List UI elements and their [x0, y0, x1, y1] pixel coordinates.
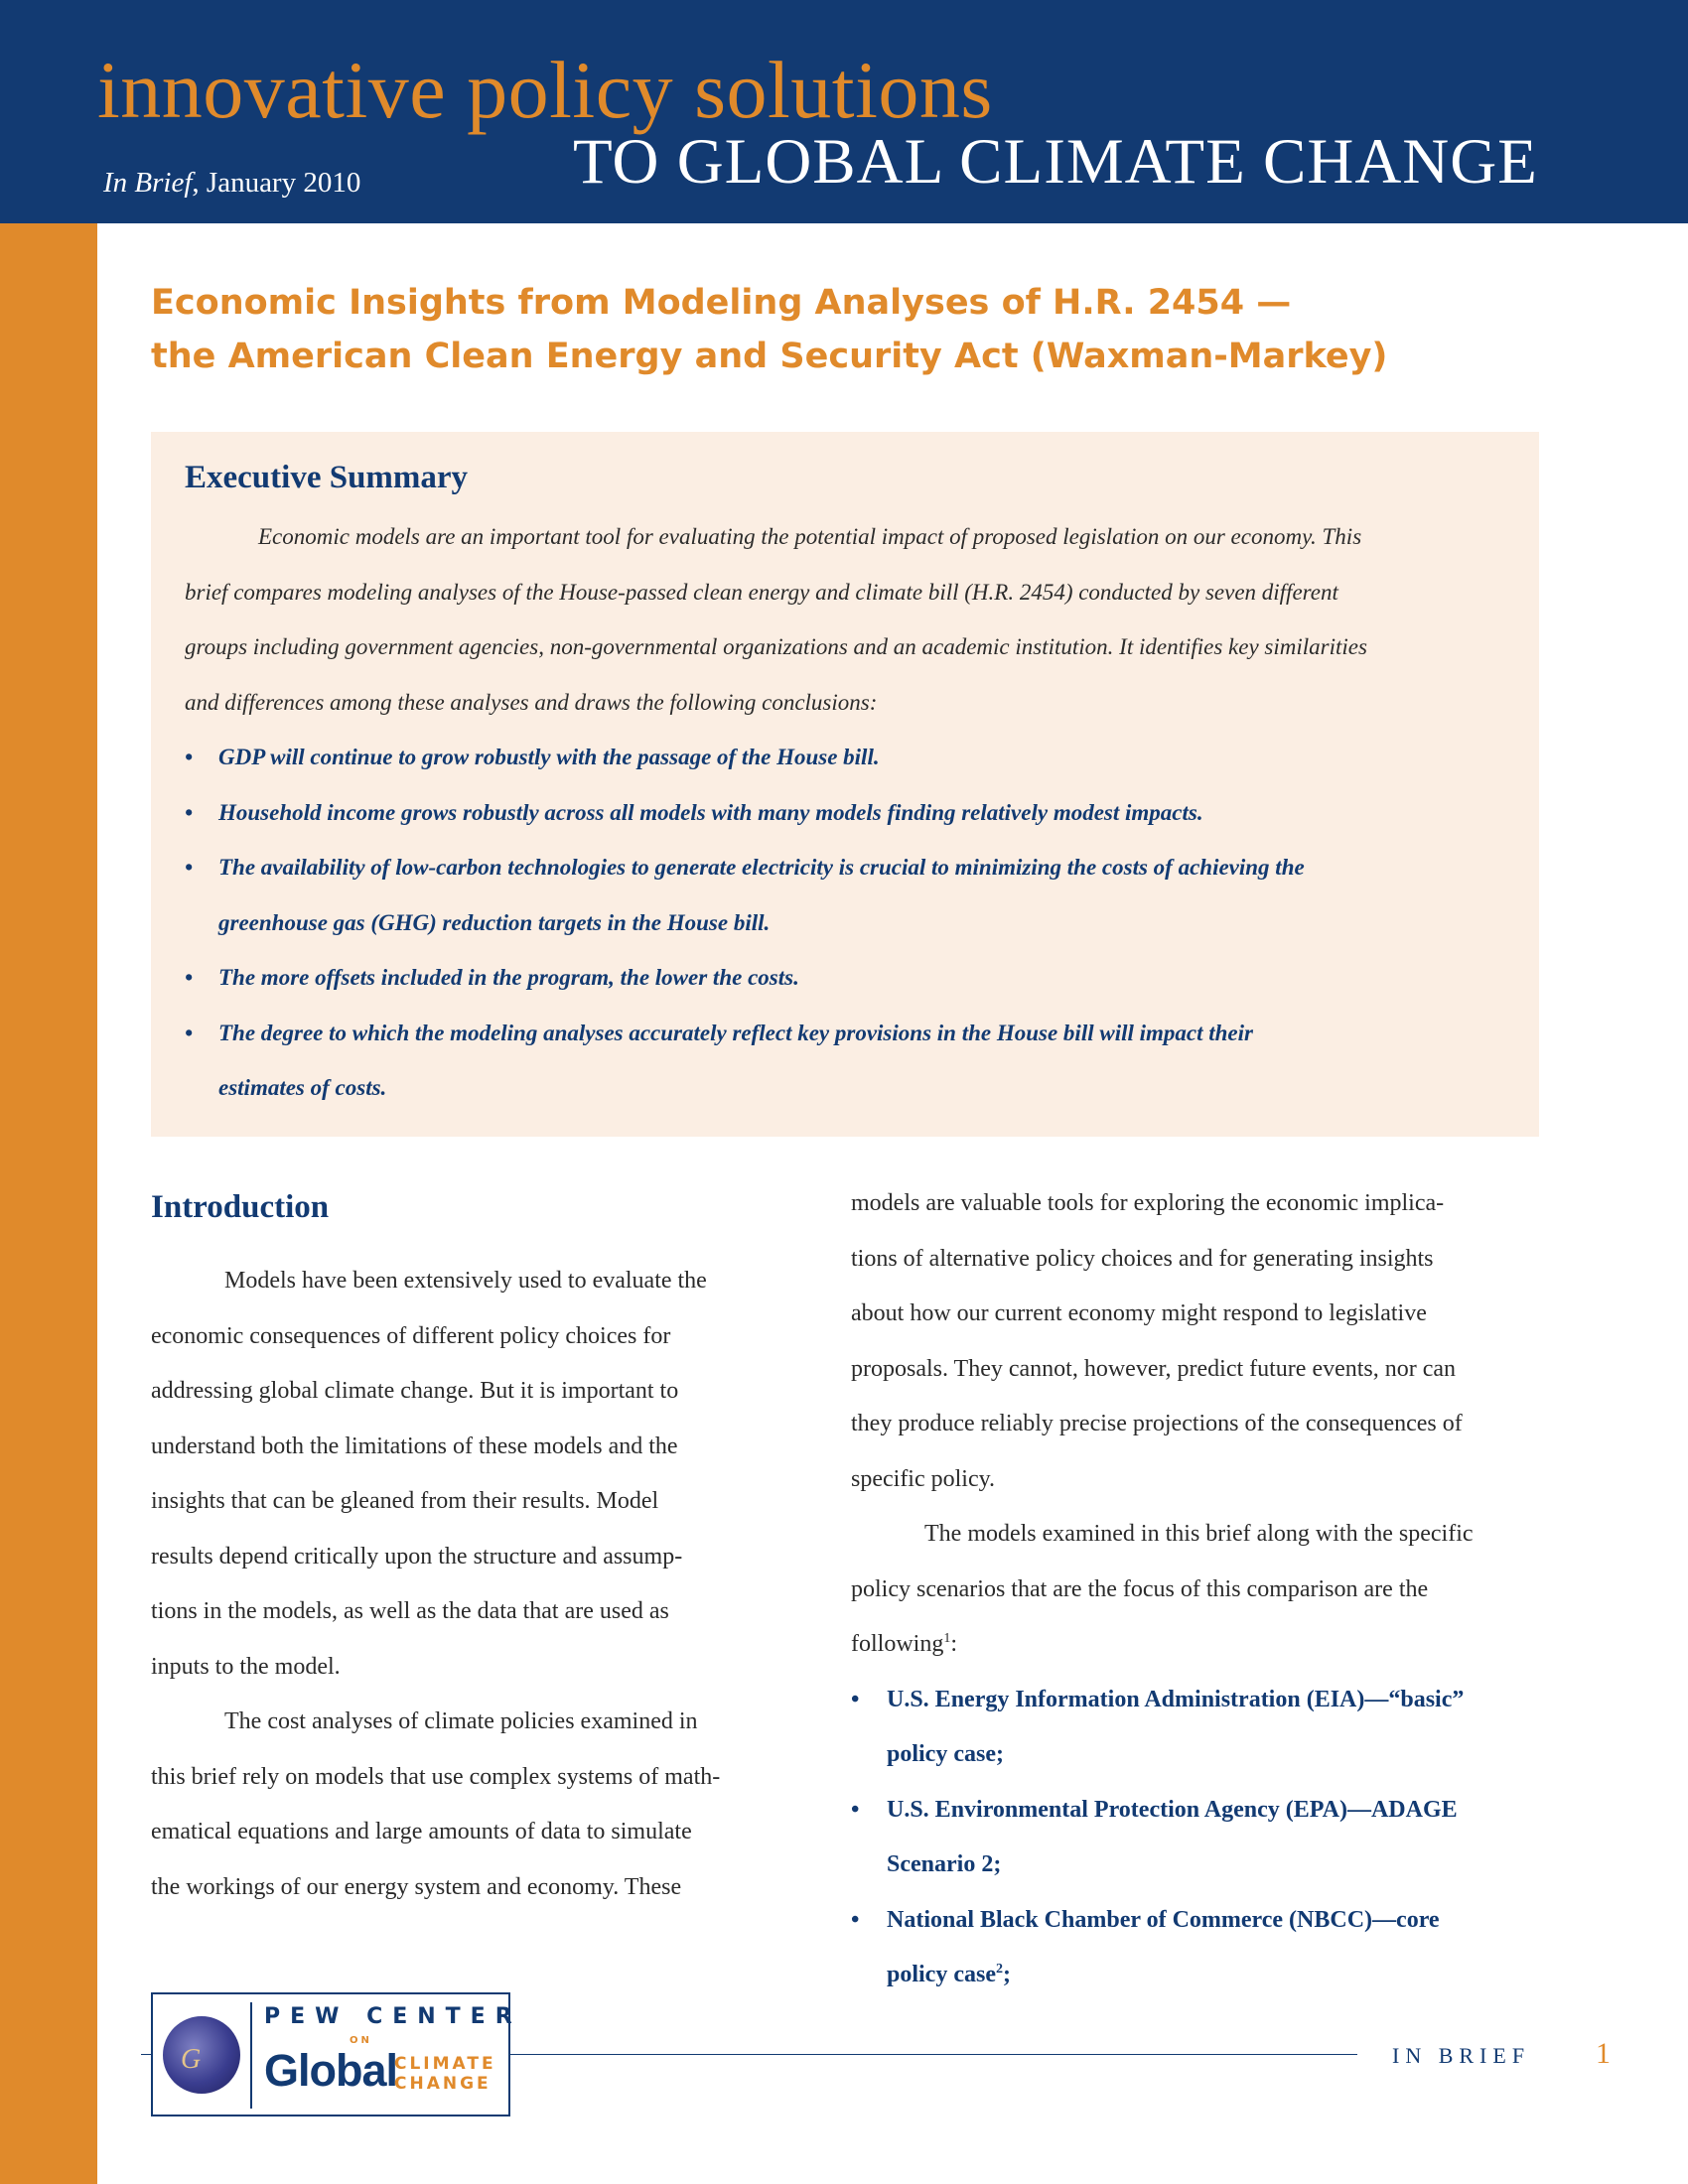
conclusions-list	[185, 730, 1515, 1116]
bullet-text: The degree to which the modeling analyses accurately reflect key provisions in the House bill will impact their	[218, 1020, 1253, 1045]
globe-logo-icon: G	[163, 2016, 240, 2094]
body-line: proposals. They cannot, however, predict future events, nor can	[851, 1355, 1457, 1382]
bullet-text: U.S. Environmental Protection Agency (EPA)—ADAGE	[887, 1796, 1458, 1823]
logo-climate-text	[394, 2054, 496, 2094]
body-line: specific policy.	[851, 1465, 996, 1492]
body-line	[851, 1617, 1546, 1673]
logo-divider	[250, 2002, 252, 2109]
list-item	[851, 1673, 1546, 1783]
bullet-icon: •	[185, 799, 194, 825]
body-line: tions of alternative policy choices and for generating insights	[851, 1245, 1434, 1272]
body-line: this brief rely on models that use complex systems of math-	[151, 1763, 721, 1790]
series-name: In Brief	[103, 167, 193, 199]
title-line: the American Clean Energy and Security Act (Waxman-Markey)	[151, 337, 1388, 376]
body-line: inputs to the model.	[151, 1653, 341, 1680]
body-line: results depend critically upon the structure and assump-	[151, 1543, 683, 1570]
bullet-icon: •	[851, 1906, 860, 1933]
list-item	[185, 785, 1515, 841]
footer-label: IN BRIEF	[1392, 2043, 1531, 2068]
page-number: 1	[1596, 2037, 1611, 2070]
logo-global-text: Global	[264, 2045, 398, 2096]
document-title	[151, 276, 1541, 383]
series-title: innovative policy solutions	[97, 45, 993, 135]
list-item	[185, 950, 1515, 1006]
bullet-icon: •	[851, 1686, 860, 1712]
body-line: ematical equations and large amounts of data to simulate	[151, 1819, 692, 1844]
bullet-text: The more offsets included in the program, the lower the costs.	[218, 965, 799, 990]
bullet-icon: •	[185, 1020, 194, 1045]
following-text: following	[851, 1631, 944, 1657]
bullet-text: National Black Chamber of Commerce (NBCC)—core	[887, 1906, 1440, 1933]
bullet-icon: •	[185, 855, 194, 880]
title-line: Economic Insights from Modeling Analyses of H.R. 2454 —	[151, 283, 1292, 323]
bullet-text: U.S. Energy Information Administration (EIA)—“basic”	[887, 1686, 1465, 1712]
paragraph-line: Economic models are an important tool for evaluating the potential impact of proposed legislation on our economy. This	[258, 524, 1362, 549]
body-line: The models examined in this brief along with the specific	[924, 1521, 1474, 1547]
body-line: about how our current economy might respond to legislative	[851, 1300, 1427, 1326]
list-item	[851, 1893, 1546, 2003]
body-line: they produce reliably precise projections of the consequences of	[851, 1411, 1463, 1436]
body-line: models are valuable tools for exploring the economic implica-	[851, 1190, 1445, 1216]
bullet-text: estimates of costs.	[218, 1075, 387, 1100]
body-line: Models have been extensively used to evaluate the	[224, 1268, 707, 1294]
logo-climate-word: CLIMATE	[394, 2054, 496, 2074]
logo-pew-text: PEW CENTER	[264, 2004, 522, 2029]
models-list	[851, 1673, 1546, 2003]
issue-line	[103, 167, 360, 200]
bullet-icon: •	[851, 1796, 860, 1823]
footnote-marker[interactable]: 2	[995, 1962, 1003, 1977]
bullet-text: policy case;	[887, 1741, 1004, 1767]
bullet-icon: •	[185, 965, 194, 990]
list-item	[185, 1006, 1515, 1116]
body-line: the workings of our energy system and economy. These	[151, 1873, 682, 1900]
paragraph-line: groups including government agencies, non-governmental organizations and an academic institution. It identifies key similarities	[185, 634, 1367, 659]
body-line: policy scenarios that are the focus of this comparison are the	[851, 1575, 1429, 1602]
bullet-text: policy case	[887, 1962, 996, 1987]
body-line: economic consequences of different policy choices for	[151, 1322, 671, 1349]
body-line: The cost analyses of climate policies examined in	[224, 1708, 698, 1734]
bullet-text: greenhouse gas (GHG) reduction targets in the House bill.	[218, 909, 771, 935]
following-colon: :	[950, 1631, 957, 1657]
executive-summary-heading: Executive Summary	[185, 460, 469, 495]
footnote-marker[interactable]: 1	[943, 1631, 951, 1646]
logo-on-text: ON	[350, 2035, 372, 2046]
list-item	[185, 840, 1515, 950]
bullet-text: Scenario 2;	[887, 1851, 1002, 1877]
body-line: understand both the limitations of these models and the	[151, 1433, 678, 1459]
bullet-text: GDP will continue to grow robustly with the passage of the House bill.	[218, 745, 880, 769]
list-item	[851, 1783, 1546, 1893]
introduction-left-column	[151, 1186, 796, 1915]
body-line: addressing global climate change. But it is important to	[151, 1378, 679, 1404]
bullet-icon: •	[185, 745, 194, 769]
paragraph-line: and differences among these analyses and draws the following conclusions:	[185, 689, 878, 715]
executive-summary-paragraph	[185, 509, 1515, 730]
issue-date: , January 2010	[192, 167, 361, 199]
bullet-text: Household income grows robustly across all models with many models finding relatively modest impacts.	[218, 799, 1203, 825]
introduction-right-column	[851, 1176, 1546, 2003]
bullet-text: The availability of low-carbon technologies to generate electricity is crucial to minimizing the costs of achieving the	[218, 855, 1305, 880]
logo-change-word: CHANGE	[394, 2074, 492, 2094]
bullet-punctuation: ;	[1002, 1962, 1011, 1987]
body-line: insights that can be gleaned from their results. Model	[151, 1488, 659, 1514]
executive-summary-box	[151, 432, 1539, 1137]
side-accent-strip	[0, 223, 97, 2184]
list-item	[185, 730, 1515, 785]
body-line: tions in the models, as well as the data that are used as	[151, 1598, 669, 1624]
paragraph-line: brief compares modeling analyses of the House-passed clean energy and climate bill (H.R. 2454) conducted by seven different	[185, 579, 1338, 605]
bullet-text-end	[887, 1948, 1546, 2003]
introduction-heading: Introduction	[151, 1189, 330, 1225]
series-subtitle: TO GLOBAL CLIMATE CHANGE	[573, 126, 1538, 198]
pew-center-logo	[151, 1992, 522, 2116]
